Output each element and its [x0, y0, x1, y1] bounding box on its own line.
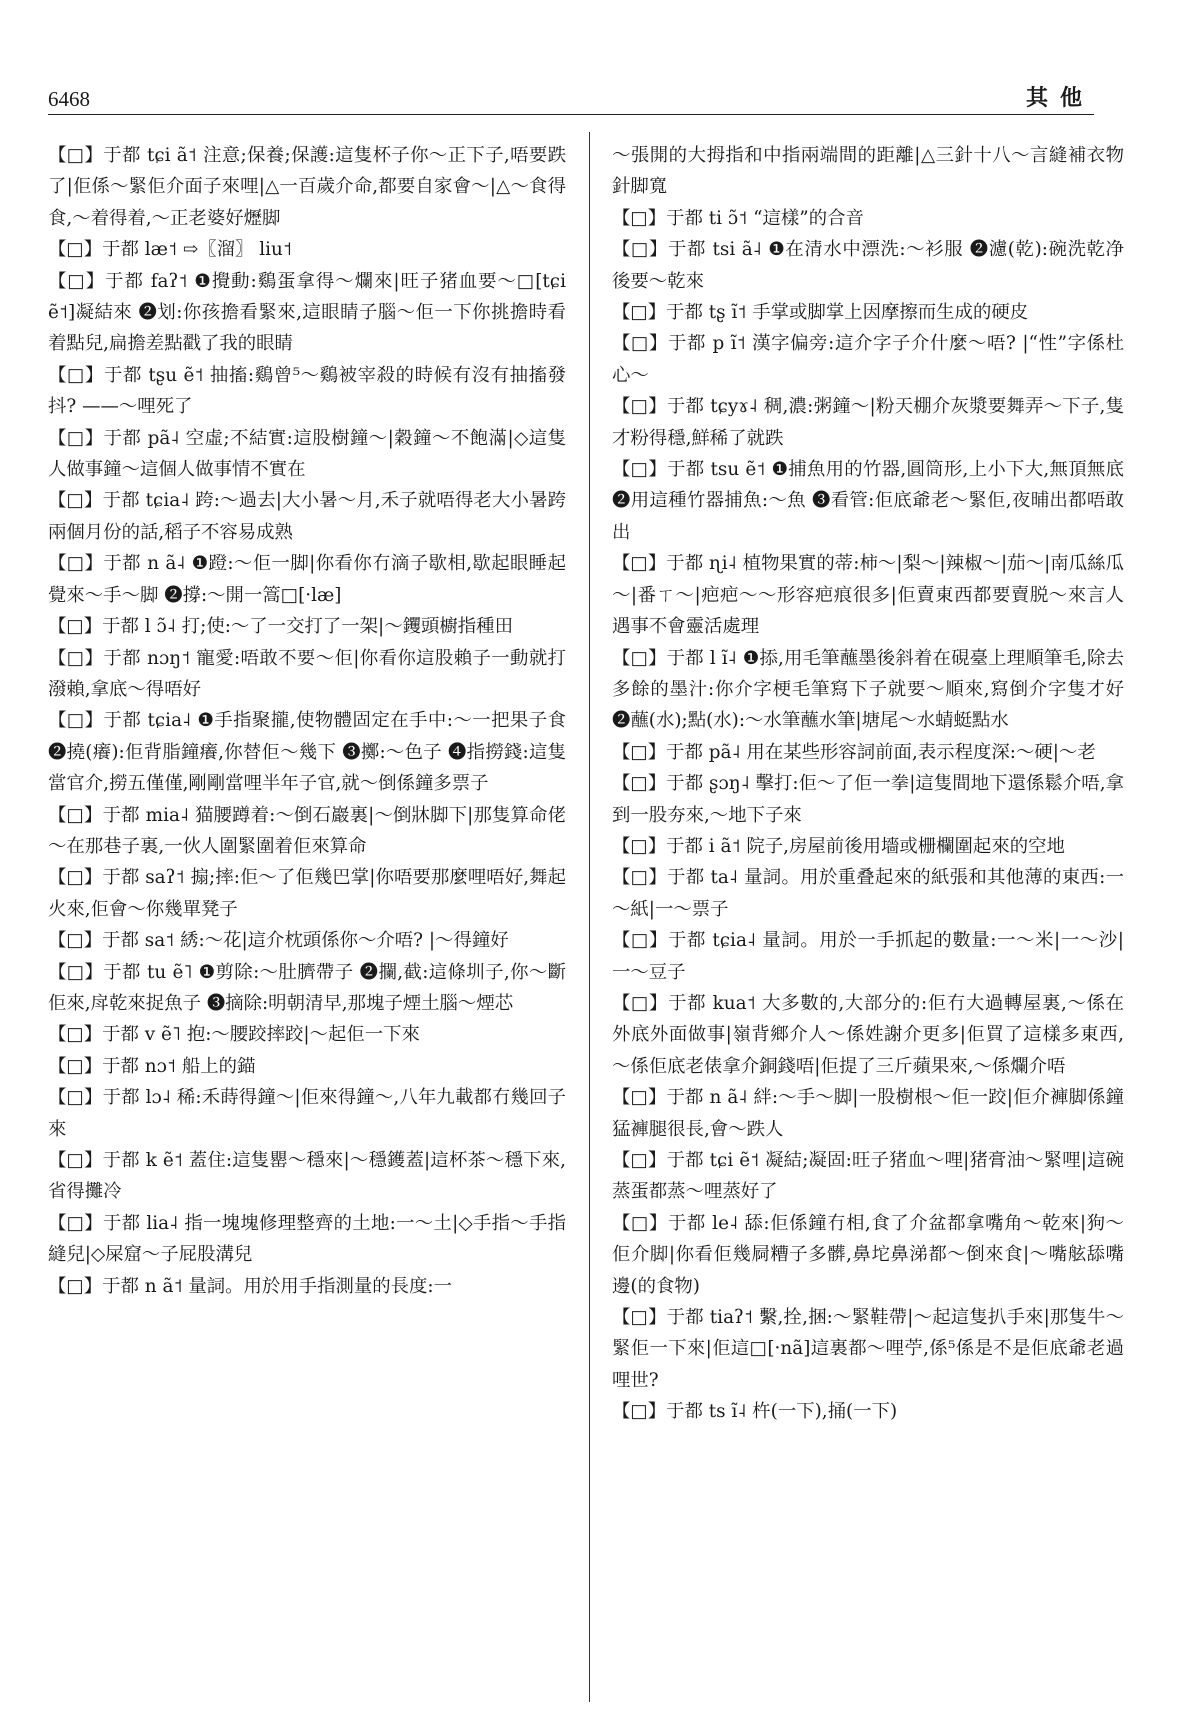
entry: 【□】于都 tiaʔ˦ 繫,拴,捆:～緊鞋帶|～起這隻扒手來|那隻牛～緊佢一下來|佢這□[·nã]這裏都～哩苧,係⁵係是不是佢底爺老過哩世? [612, 1307, 1124, 1391]
entry: 【□】于都 k ẽ˦ 蓋住:這隻罌～穩來|～穩鑊蓋|這杯茶～穩下來,省得攤冷 [48, 1150, 566, 1203]
entry: 【□】于都 pã˨ 空虛;不結實:這股樹鐘～|穀鐘～不飽滿|◇這隻人做事鐘～這個人做事情不實在 [48, 427, 566, 481]
entry: 【□】于都 tsi ã˨ ❶在清水中漂洗:～衫服 ❷濾(乾):碗洗乾净後要～乾來 [612, 239, 1124, 292]
header-rule [48, 114, 1094, 115]
section-title: 其他 [1025, 85, 1094, 111]
entry: 【□】于都 tɕi ẽ˦ 凝結;凝固:旺子猪血～哩|猪膏油～緊哩|這碗蒸蛋都蒸～哩蒸好了 [612, 1150, 1124, 1203]
entry: 【□】于都 ɳi˨ 植物果實的蒂:柿～|梨～|辣椒～|茄～|南瓜絲瓜～|番ㄒ～|疤疤～～形容疤痕很多|佢賣東西都要賣脱～來言人遇事不會靈活處理 [612, 553, 1124, 638]
entry: 【□】于都 nɔ˦ 船上的錨 [48, 1055, 256, 1077]
entry: 【□】于都 lia˨ 指一塊塊修理整齊的土地:一～土|◇手指～手指縫兒|◇屎窟～子屁股溝兒 [48, 1212, 566, 1266]
entry: 【□】于都 n ã˦ 量詞。用於用手指測量的長度:一 [48, 1275, 453, 1297]
entry: 【□】于都 ti ɔ̃˦ “這樣”的合音 [612, 207, 864, 229]
entry: 【□】于都 tsu ẽ˦ ❶捕魚用的竹器,圓筒形,上小下大,無頂無底 ❷用這種竹器捕魚:～魚 ❸看管:佢底爺老～緊佢,夜晡出都唔敢出 [612, 459, 1124, 543]
entry: ～張開的大拇指和中指兩端間的距離|△三針十八～言縫補衣物針脚寬 [612, 145, 1124, 198]
entry: 【□】于都 saʔ˦ 搧;摔:佢～了佢幾巴掌|你唔要那麼哩唔好,舞起火來,佢會～你幾單凳子 [48, 867, 566, 920]
entry: 【□】于都 i ã˦ 院子,房屋前後用墻或栅欄圍起來的空地 [612, 835, 1065, 857]
entry: 【□】于都 tɕia˨ ❶手指聚攏,使物體固定在手中:～一把果子食 ❷撓(癢):佢背脂鐘癢,你替佢～幾下 ❸擲:～色子 ❹指撈錢:這隻當官介,撈五僅僅,剛剛當哩半年子官,就～倒係鐘多票子 [48, 710, 566, 795]
entry: 【□】于都 tɕi ã˦ 注意;保養;保護:這隻杯子你～正下子,唔要跌了|佢係～緊佢介面子來哩|△一百歲介命,都要自家會～|△～食得食,～着得着,～正老婆好爏脚 [48, 145, 566, 229]
entry: 【□】于都 tɕyɤ˨ 稠,濃:粥鐘～|粉天棚介灰漿要舞弄～下子,隻才粉得穩,鮮稀了就跌 [612, 396, 1124, 449]
entry: 【□】于都 mia˨ 猫腰蹲着:～倒石巖裏|～倒牀脚下|那隻算命佬～在那巷子裏,一伙人圍緊圍着佢來算命 [48, 804, 566, 857]
entry: 【□】于都 sa˦ 綉:～花|這介枕頭係你～介唔? |～得鐘好 [48, 930, 509, 952]
page-number: 6468 [48, 87, 90, 111]
entry: 【□】于都 l ĩ˨ ❶掭,用毛筆蘸墨後斜着在硯臺上理順筆毛,除去多餘的墨汁:你介字梗毛筆寫下子就要～順來,寫倒介字隻才好 ❷蘸(水);點(水):～水筆蘸水筆|塘尾～水蜻蜓點水 [612, 647, 1124, 732]
entry: 【□】于都 l ɔ̃˨ 打;使:～了一交打了一架|～钁頭櫥指種田 [48, 616, 513, 638]
entry: 【□】于都 ta˨ 量詞。用於重叠起來的紙張和其他薄的東西:一～紙|一～票子 [612, 867, 1124, 920]
entry: 【□】于都 tʂu ẽ˦ 抽搐:鷄曾⁵～鷄被宰殺的時候有沒有抽搐發抖? ——～哩死了 [48, 364, 566, 418]
entry: 【□】于都 ʂɔŋ˨ 擊打:佢～了佢一拳|這隻間地下還係鬆介唔,拿到一股夯來,～地下子來 [612, 773, 1124, 826]
entry: 【□】于都 læ˦ ⇨〖溜〗 liu˦ [48, 239, 292, 261]
entry: 【□】于都 n ã˨ 絆:～手～脚|一股樹根～佢一跤|佢介褲脚係鐘猛褲腿很長,會～跌人 [612, 1087, 1124, 1140]
entry: 【□】于都 n ã˨ ❶蹬:～佢一脚|你看你冇滴子歇相,歇起眼睡起覺來～手～脚 ❷撐:～開一篙□[·læ] [48, 553, 566, 606]
page-header [48, 78, 1094, 112]
column-divider [589, 132, 590, 1702]
entry: 【□】于都 tɕia˨ 量詞。用於一手抓起的數量:一～米|一～沙|一～豆子 [612, 930, 1124, 983]
entry: 【□】于都 pã˨ 用在某些形容詞前面,表示程度深:～硬|～老 [612, 741, 1096, 763]
entry: 【□】于都 faʔ˦ ❶攪動:鷄蛋拿得～爛來|旺子猪血要～□[tɕi ẽ˦]凝結來 ❷划:你孩擔看緊來,這眼睛子腦～佢一下你挑擔時看着點兒,扁擔差點戳了我的眼睛 [48, 270, 566, 355]
left-column [48, 140, 566, 1700]
entry: 【□】于都 tʂ ĩ˦ 手掌或脚掌上因摩擦而生成的硬皮 [612, 302, 1029, 324]
entry: 【□】于都 p ĩ˦ 漢字偏旁:這介字子介什麼～唔? |“性”字係杜心～ [612, 333, 1124, 386]
right-column [612, 140, 1124, 1700]
entry: 【□】于都 tɕia˨ 跨:～過去|大小暑～月,禾子就唔得老大小暑跨兩個月份的話,稻子不容易成熟 [48, 490, 566, 543]
entry: 【□】于都 le˨ 舔:佢係鐘冇相,食了介盆都拿嘴角～乾來|狗～佢介脚|你看佢幾屙糟子多髒,鼻坨鼻涕都～倒來食|～嘴舷舔嘴邊(的食物) [612, 1212, 1124, 1297]
entry: 【□】于都 kua˦ 大多數的,大部分的:佢冇大過轉屋裏,～係在外底外面做事|嶺背鄉介人～係姓謝介更多|佢買了這樣多東西,～係佢底老俵拿介銅錢唔|佢提了三斤蘋果來,～係爛介唔 [612, 992, 1124, 1077]
entry: 【□】于都 v ẽ˥ 抱:～腰跤摔跤|～起佢一下來 [48, 1024, 420, 1046]
entry: 【□】于都 nɔŋ˦ 寵愛:唔敢不要～佢|你看你這股賴子一動就打潑賴,拿底～得唔好 [48, 647, 566, 700]
entry: 【□】于都 ts ĩ˨ 杵(一下),捅(一下) [612, 1401, 898, 1423]
entry: 【□】于都 lɔ˨ 稀:禾蒔得鐘～|佢來得鐘～,八年九載都冇幾回子來 [48, 1087, 566, 1140]
entry: 【□】于都 tu ẽ˥ ❶剪除:～肚臍帶子 ❷攔,截:這條圳子,你～斷佢來,戽乾來捉魚子 ❸摘除:明朝清早,那塊子煙土腦～煙芯 [48, 961, 566, 1014]
